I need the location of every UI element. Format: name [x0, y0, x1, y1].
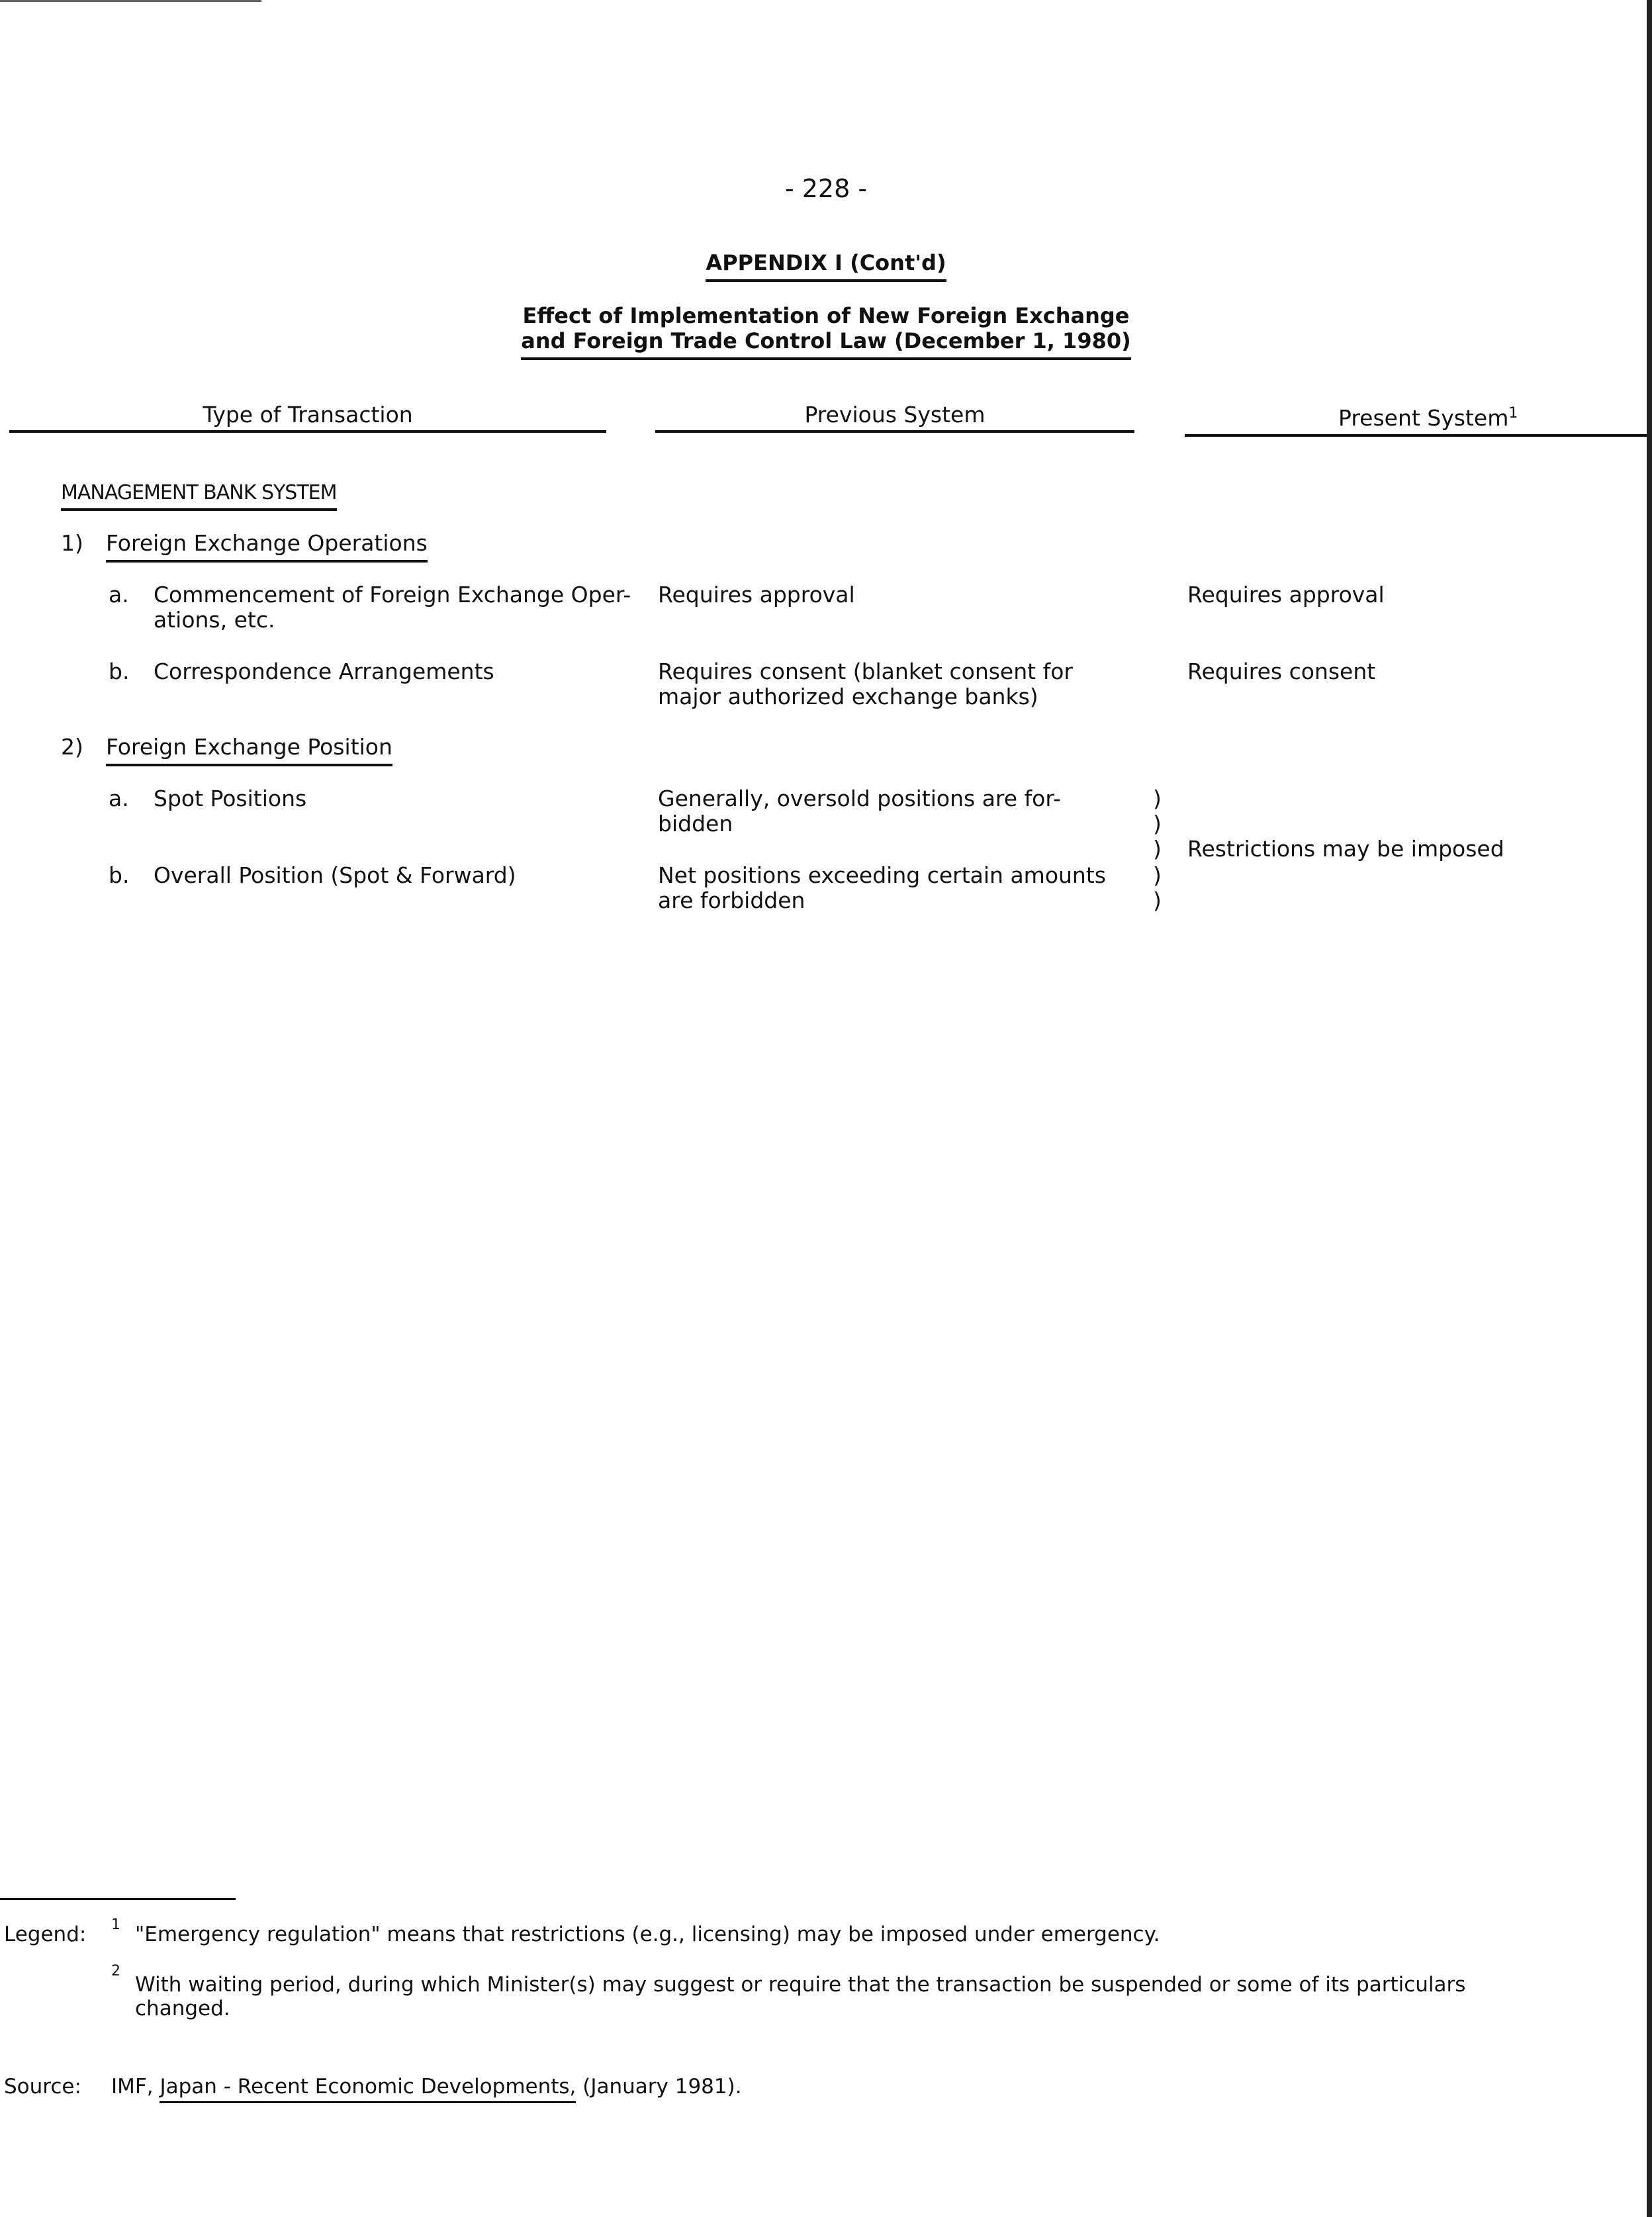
bracket-mark: ) — [1153, 887, 1162, 913]
row-previous-line2: major authorized exchange banks) — [658, 684, 1038, 709]
bracket-mark: ) — [1153, 862, 1162, 888]
group-title-wrap — [106, 531, 428, 556]
row-letter: a. — [109, 786, 129, 811]
row-previous-line1: Net positions exceeding certain amounts — [658, 862, 1106, 888]
scan-top-edge — [0, 0, 261, 2]
header-rule-present — [1185, 434, 1647, 437]
header-rule-type — [9, 430, 606, 433]
row-present: Requires approval — [1187, 582, 1385, 608]
legend-note-text: With waiting period, during which Minister(s) may suggest or require that the transaction be suspended or some of its particulars — [135, 1973, 1466, 1997]
group-title: Foreign Exchange Position — [106, 734, 392, 766]
document-title-line2: and Foreign Trade Control Law (December 1, 1980) — [521, 328, 1130, 360]
source-label: Source: — [4, 2075, 81, 2099]
group-title: Foreign Exchange Operations — [106, 530, 428, 563]
group-number: 1) — [61, 530, 83, 556]
source-suffix: (January 1981). — [582, 2075, 742, 2099]
group-title-wrap — [106, 735, 392, 760]
bracket-mark: ) — [1153, 786, 1162, 811]
row-type-line1: Spot Positions — [154, 786, 307, 811]
row-previous-line1: Generally, oversold positions are for- — [658, 786, 1061, 811]
legend-note-text-line2: changed. — [135, 1997, 230, 2020]
shared-present-system: Restrictions may be imposed — [1187, 836, 1504, 862]
row-previous-line2: bidden — [658, 811, 733, 837]
appendix-title-wrap — [0, 250, 1652, 275]
section-title-wrap — [61, 480, 337, 506]
row-previous-line2: are forbidden — [658, 887, 805, 913]
header-footnote-mark: 1 — [1508, 405, 1518, 422]
header-present-system-wrap — [1338, 401, 1518, 431]
document-title-line1: Effect of Implementation of New Foreign Exchange — [522, 303, 1130, 328]
row-type-line1: Commencement of Foreign Exchange Oper- — [154, 582, 631, 608]
row-previous-line1: Requires consent (blanket consent for — [658, 658, 1073, 684]
row-letter: a. — [109, 582, 129, 608]
legend-label: Legend: — [4, 1923, 87, 1946]
appendix-title: APPENDIX I (Cont'd) — [706, 250, 946, 282]
row-type-line1: Overall Position (Spot & Forward) — [154, 862, 516, 888]
source-prefix: IMF, — [111, 2075, 154, 2099]
header-present-system: Present System — [1338, 405, 1509, 431]
row-previous-line1: Requires approval — [658, 582, 855, 608]
source-line — [111, 2074, 742, 2099]
page-number: - 228 - — [784, 174, 868, 203]
header-rule-previous — [655, 430, 1134, 433]
group-number: 2) — [61, 734, 83, 760]
row-type-line1: Correspondence Arrangements — [154, 658, 494, 684]
document-title-line2-wrap — [0, 328, 1652, 353]
row-present: Requires consent — [1187, 658, 1376, 684]
bracket-mark: ) — [1153, 836, 1162, 862]
row-letter: b. — [109, 658, 130, 684]
header-previous-system: Previous System — [804, 402, 986, 428]
row-letter: b. — [109, 862, 130, 888]
header-type-of-transaction: Type of Transaction — [203, 402, 413, 428]
footnote-rule — [0, 1898, 236, 1900]
bracket-mark: ) — [1153, 811, 1162, 837]
row-type-line2: ations, etc. — [154, 607, 275, 633]
source-title: Japan - Recent Economic Developments, — [160, 2075, 576, 2103]
legend-note-mark: 2 — [111, 1963, 120, 1979]
legend-note-mark: 1 — [111, 1917, 120, 1933]
section-title: MANAGEMENT BANK SYSTEM — [61, 481, 337, 511]
legend-note-text: "Emergency regulation" means that restrictions (e.g., licensing) may be imposed under emergency. — [135, 1923, 1160, 1946]
